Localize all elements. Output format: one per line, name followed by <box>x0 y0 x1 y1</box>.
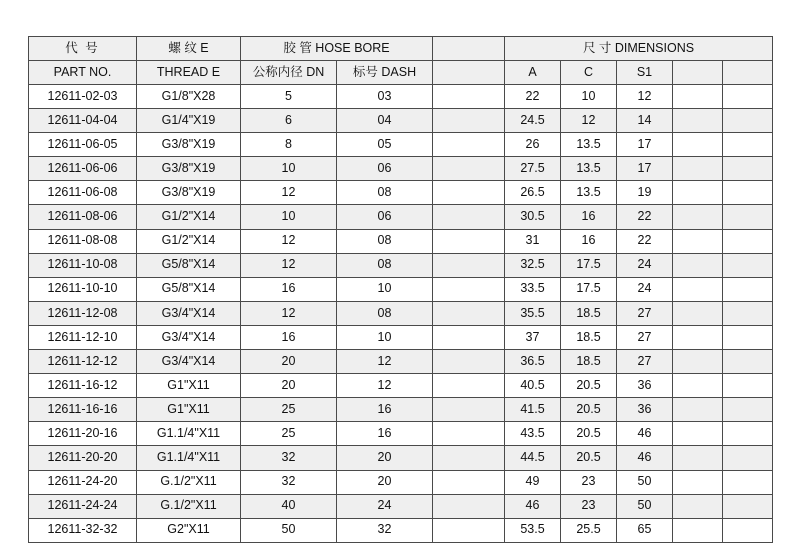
cell-dash: 06 <box>337 205 433 229</box>
cell-dash: 04 <box>337 109 433 133</box>
cell-dash: 20 <box>337 470 433 494</box>
cell-thread: G.1/2"X11 <box>137 494 241 518</box>
cell-blank-3 <box>723 470 773 494</box>
cell-dn: 10 <box>241 157 337 181</box>
cell-dash: 16 <box>337 398 433 422</box>
cell-a: 33.5 <box>505 277 561 301</box>
table-row <box>29 85 773 109</box>
cell-blank-3 <box>723 398 773 422</box>
cell-blank-1 <box>433 133 505 157</box>
cell-thread: G3/8"X19 <box>137 157 241 181</box>
table-row <box>29 325 773 349</box>
cell-part-no: 12611-24-20 <box>29 470 137 494</box>
cell-s1: 27 <box>617 325 673 349</box>
cell-a: 32.5 <box>505 253 561 277</box>
cell-a: 26.5 <box>505 181 561 205</box>
cell-a: 31 <box>505 229 561 253</box>
cell-part-no: 12611-06-05 <box>29 133 137 157</box>
cell-part-no: 12611-10-08 <box>29 253 137 277</box>
cell-dash: 08 <box>337 253 433 277</box>
cell-a: 46 <box>505 494 561 518</box>
cell-part-no: 12611-04-04 <box>29 109 137 133</box>
cell-blank-1 <box>433 277 505 301</box>
table-row <box>29 398 773 422</box>
cell-thread: G1/2"X14 <box>137 205 241 229</box>
cell-dash: 08 <box>337 229 433 253</box>
cell-s1: 46 <box>617 422 673 446</box>
header-blank-right-1 <box>673 61 723 85</box>
cell-blank-1 <box>433 181 505 205</box>
cell-blank-2 <box>673 253 723 277</box>
cell-dn: 12 <box>241 301 337 325</box>
cell-blank-3 <box>723 301 773 325</box>
cell-blank-1 <box>433 350 505 374</box>
cell-part-no: 12611-32-32 <box>29 518 137 542</box>
cell-thread: G1"X11 <box>137 398 241 422</box>
cell-dash: 32 <box>337 518 433 542</box>
cell-thread: G5/8"X14 <box>137 253 241 277</box>
cell-part-no: 12611-12-08 <box>29 301 137 325</box>
table-row <box>29 301 773 325</box>
cell-dn: 5 <box>241 85 337 109</box>
cell-a: 43.5 <box>505 422 561 446</box>
cell-dash: 12 <box>337 350 433 374</box>
cell-c: 17.5 <box>561 253 617 277</box>
header-group-hose-bore: 胶 管 HOSE BORE <box>241 37 433 61</box>
cell-c: 13.5 <box>561 133 617 157</box>
table-body <box>29 85 773 543</box>
cell-s1: 22 <box>617 205 673 229</box>
cell-blank-1 <box>433 253 505 277</box>
cell-c: 20.5 <box>561 446 617 470</box>
cell-s1: 12 <box>617 85 673 109</box>
cell-blank-2 <box>673 181 723 205</box>
cell-s1: 14 <box>617 109 673 133</box>
cell-blank-1 <box>433 398 505 422</box>
cell-thread: G3/8"X19 <box>137 181 241 205</box>
table-row <box>29 229 773 253</box>
cell-s1: 17 <box>617 133 673 157</box>
header-a: A <box>505 61 561 85</box>
cell-dash: 10 <box>337 277 433 301</box>
cell-blank-3 <box>723 253 773 277</box>
cell-s1: 50 <box>617 494 673 518</box>
cell-blank-2 <box>673 446 723 470</box>
spec-sheet <box>28 36 772 543</box>
cell-c: 23 <box>561 470 617 494</box>
cell-c: 20.5 <box>561 398 617 422</box>
header-group-thread: 螺 纹 E <box>137 37 241 61</box>
cell-s1: 36 <box>617 374 673 398</box>
cell-dash: 10 <box>337 325 433 349</box>
cell-s1: 24 <box>617 277 673 301</box>
cell-dn: 50 <box>241 518 337 542</box>
cell-part-no: 12611-20-20 <box>29 446 137 470</box>
cell-blank-2 <box>673 109 723 133</box>
cell-blank-2 <box>673 398 723 422</box>
cell-blank-3 <box>723 277 773 301</box>
cell-dash: 08 <box>337 181 433 205</box>
table-row <box>29 374 773 398</box>
table-row <box>29 133 773 157</box>
cell-blank-3 <box>723 109 773 133</box>
cell-c: 13.5 <box>561 181 617 205</box>
cell-dash: 03 <box>337 85 433 109</box>
table-header <box>29 37 773 85</box>
cell-blank-2 <box>673 157 723 181</box>
cell-c: 17.5 <box>561 277 617 301</box>
cell-dn: 16 <box>241 325 337 349</box>
cell-c: 25.5 <box>561 518 617 542</box>
cell-s1: 27 <box>617 350 673 374</box>
cell-dn: 6 <box>241 109 337 133</box>
cell-blank-1 <box>433 109 505 133</box>
table-row <box>29 277 773 301</box>
cell-thread: G5/8"X14 <box>137 277 241 301</box>
cell-blank-3 <box>723 494 773 518</box>
cell-a: 26 <box>505 133 561 157</box>
cell-s1: 22 <box>617 229 673 253</box>
cell-thread: G.1/2"X11 <box>137 470 241 494</box>
cell-thread: G3/4"X14 <box>137 325 241 349</box>
cell-blank-3 <box>723 446 773 470</box>
cell-dash: 16 <box>337 422 433 446</box>
cell-a: 30.5 <box>505 205 561 229</box>
cell-dn: 12 <box>241 229 337 253</box>
header-row-top <box>29 37 773 61</box>
header-blank-mid <box>433 61 505 85</box>
cell-c: 16 <box>561 205 617 229</box>
cell-c: 16 <box>561 229 617 253</box>
cell-dash: 20 <box>337 446 433 470</box>
cell-thread: G1.1/4"X11 <box>137 422 241 446</box>
cell-blank-1 <box>433 518 505 542</box>
table-row <box>29 494 773 518</box>
cell-c: 13.5 <box>561 157 617 181</box>
cell-s1: 19 <box>617 181 673 205</box>
cell-dn: 32 <box>241 470 337 494</box>
cell-s1: 27 <box>617 301 673 325</box>
cell-dash: 06 <box>337 157 433 181</box>
cell-part-no: 12611-06-06 <box>29 157 137 181</box>
cell-thread: G1.1/4"X11 <box>137 446 241 470</box>
cell-dash: 24 <box>337 494 433 518</box>
table-row <box>29 422 773 446</box>
cell-a: 24.5 <box>505 109 561 133</box>
cell-a: 53.5 <box>505 518 561 542</box>
cell-blank-2 <box>673 494 723 518</box>
cell-blank-1 <box>433 494 505 518</box>
cell-a: 37 <box>505 325 561 349</box>
cell-a: 41.5 <box>505 398 561 422</box>
cell-dn: 20 <box>241 374 337 398</box>
cell-part-no: 12611-08-08 <box>29 229 137 253</box>
cell-blank-1 <box>433 470 505 494</box>
cell-blank-2 <box>673 470 723 494</box>
cell-blank-1 <box>433 205 505 229</box>
cell-thread: G3/4"X14 <box>137 350 241 374</box>
cell-part-no: 12611-10-10 <box>29 277 137 301</box>
header-row-bottom <box>29 61 773 85</box>
cell-a: 44.5 <box>505 446 561 470</box>
cell-blank-3 <box>723 229 773 253</box>
table-row <box>29 518 773 542</box>
header-group-dimensions: 尺 寸 DIMENSIONS <box>505 37 773 61</box>
cell-dn: 25 <box>241 398 337 422</box>
cell-s1: 24 <box>617 253 673 277</box>
table-row <box>29 446 773 470</box>
cell-thread: G3/4"X14 <box>137 301 241 325</box>
cell-c: 18.5 <box>561 350 617 374</box>
cell-c: 18.5 <box>561 301 617 325</box>
cell-blank-3 <box>723 325 773 349</box>
cell-s1: 36 <box>617 398 673 422</box>
cell-blank-2 <box>673 518 723 542</box>
cell-blank-3 <box>723 157 773 181</box>
cell-blank-1 <box>433 374 505 398</box>
cell-c: 20.5 <box>561 374 617 398</box>
cell-dn: 8 <box>241 133 337 157</box>
cell-dash: 08 <box>337 301 433 325</box>
cell-dn: 16 <box>241 277 337 301</box>
cell-c: 23 <box>561 494 617 518</box>
cell-blank-1 <box>433 85 505 109</box>
cell-blank-2 <box>673 422 723 446</box>
cell-thread: G2"X11 <box>137 518 241 542</box>
cell-a: 22 <box>505 85 561 109</box>
cell-dn: 25 <box>241 422 337 446</box>
cell-dn: 32 <box>241 446 337 470</box>
cell-blank-1 <box>433 301 505 325</box>
cell-blank-1 <box>433 446 505 470</box>
cell-c: 10 <box>561 85 617 109</box>
cell-a: 49 <box>505 470 561 494</box>
cell-dash: 05 <box>337 133 433 157</box>
table-row <box>29 470 773 494</box>
cell-part-no: 12611-08-06 <box>29 205 137 229</box>
header-part-no: PART NO. <box>29 61 137 85</box>
cell-blank-3 <box>723 422 773 446</box>
table-row <box>29 205 773 229</box>
cell-part-no: 12611-16-12 <box>29 374 137 398</box>
header-s1: S1 <box>617 61 673 85</box>
cell-blank-3 <box>723 181 773 205</box>
table-row <box>29 157 773 181</box>
cell-part-no: 12611-24-24 <box>29 494 137 518</box>
cell-dash: 12 <box>337 374 433 398</box>
cell-dn: 12 <box>241 181 337 205</box>
cell-blank-2 <box>673 205 723 229</box>
header-group-blank <box>433 37 505 61</box>
cell-blank-3 <box>723 85 773 109</box>
cell-blank-2 <box>673 350 723 374</box>
cell-s1: 50 <box>617 470 673 494</box>
cell-dn: 10 <box>241 205 337 229</box>
cell-part-no: 12611-12-10 <box>29 325 137 349</box>
header-c: C <box>561 61 617 85</box>
cell-blank-2 <box>673 374 723 398</box>
cell-part-no: 12611-06-08 <box>29 181 137 205</box>
cell-blank-1 <box>433 157 505 181</box>
cell-blank-2 <box>673 301 723 325</box>
cell-part-no: 12611-02-03 <box>29 85 137 109</box>
cell-part-no: 12611-16-16 <box>29 398 137 422</box>
cell-a: 35.5 <box>505 301 561 325</box>
cell-part-no: 12611-20-16 <box>29 422 137 446</box>
cell-thread: G1/2"X14 <box>137 229 241 253</box>
cell-thread: G1/8"X28 <box>137 85 241 109</box>
cell-s1: 46 <box>617 446 673 470</box>
cell-a: 27.5 <box>505 157 561 181</box>
header-thread: THREAD E <box>137 61 241 85</box>
cell-thread: G3/8"X19 <box>137 133 241 157</box>
cell-blank-3 <box>723 205 773 229</box>
cell-c: 18.5 <box>561 325 617 349</box>
specification-table <box>28 36 773 543</box>
cell-blank-2 <box>673 277 723 301</box>
cell-thread: G1"X11 <box>137 374 241 398</box>
header-group-part-no: 代 号 <box>29 37 137 61</box>
header-dn: 公称内径 DN <box>241 61 337 85</box>
cell-blank-3 <box>723 133 773 157</box>
table-row <box>29 253 773 277</box>
header-dash: 标号 DASH <box>337 61 433 85</box>
cell-a: 36.5 <box>505 350 561 374</box>
table-row <box>29 109 773 133</box>
cell-part-no: 12611-12-12 <box>29 350 137 374</box>
cell-thread: G1/4"X19 <box>137 109 241 133</box>
cell-blank-1 <box>433 229 505 253</box>
cell-dn: 20 <box>241 350 337 374</box>
table-row <box>29 181 773 205</box>
cell-blank-2 <box>673 133 723 157</box>
cell-blank-2 <box>673 85 723 109</box>
cell-dn: 40 <box>241 494 337 518</box>
cell-c: 20.5 <box>561 422 617 446</box>
table-row <box>29 350 773 374</box>
cell-c: 12 <box>561 109 617 133</box>
cell-blank-3 <box>723 350 773 374</box>
cell-blank-1 <box>433 422 505 446</box>
cell-blank-2 <box>673 229 723 253</box>
cell-blank-1 <box>433 325 505 349</box>
cell-s1: 17 <box>617 157 673 181</box>
cell-dn: 12 <box>241 253 337 277</box>
cell-s1: 65 <box>617 518 673 542</box>
header-blank-right-2 <box>723 61 773 85</box>
cell-blank-3 <box>723 518 773 542</box>
cell-blank-2 <box>673 325 723 349</box>
cell-a: 40.5 <box>505 374 561 398</box>
cell-blank-3 <box>723 374 773 398</box>
